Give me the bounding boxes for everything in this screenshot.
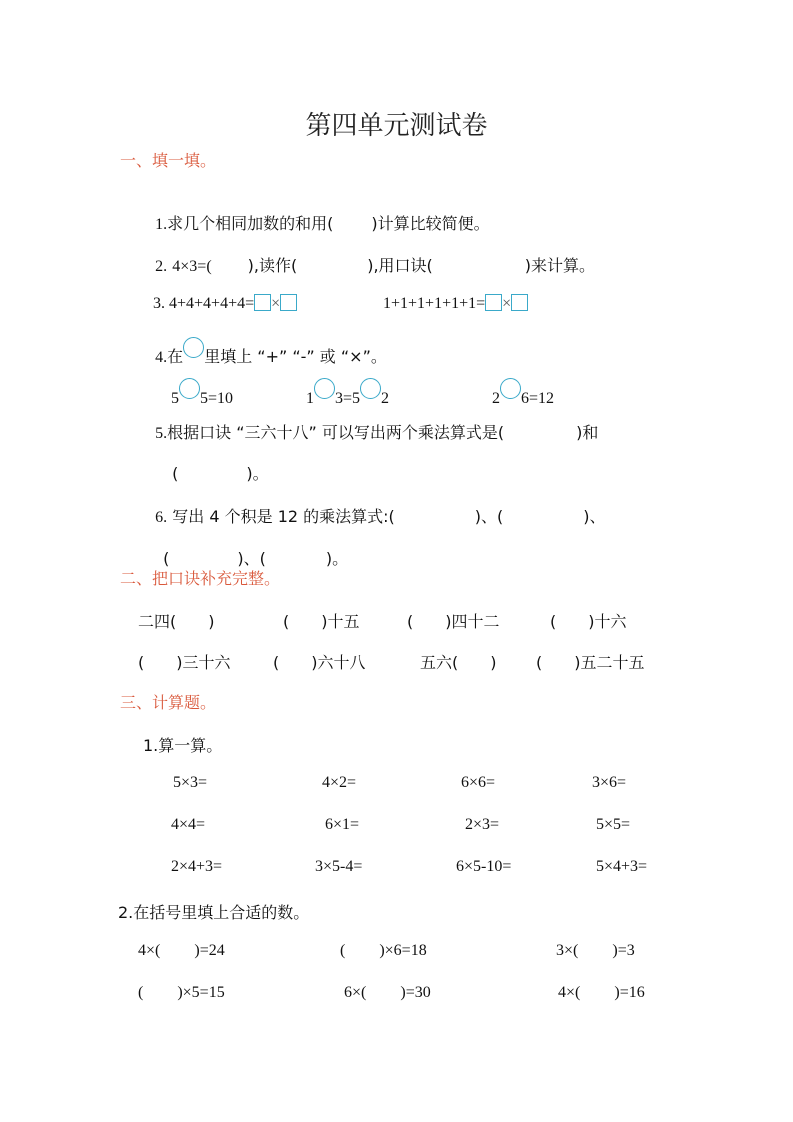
calc-item: 6×5-10= bbox=[456, 858, 512, 875]
operator-circle[interactable] bbox=[179, 378, 200, 399]
text: )四十二 bbox=[445, 612, 500, 631]
operator-circle[interactable] bbox=[360, 378, 381, 399]
text: ( bbox=[273, 653, 280, 672]
section-heading-1: 一、填一填。 bbox=[120, 151, 217, 170]
separator: )、 bbox=[583, 507, 606, 526]
calc-item: 4×4= bbox=[171, 816, 206, 833]
operand: 1 bbox=[306, 390, 314, 407]
calc-item: 5×5= bbox=[596, 816, 631, 833]
operand: 6=12 bbox=[521, 390, 555, 407]
expression: 1+1+1+1+1+1= bbox=[383, 295, 486, 312]
question-number: 2. bbox=[155, 258, 168, 275]
expression: 4+4+4+4+4= bbox=[169, 295, 255, 312]
text: 4×( bbox=[138, 942, 161, 959]
question-text: 里填上 “+” “-” 或 “×”。 bbox=[204, 347, 387, 366]
question-1 bbox=[145, 192, 490, 234]
koujue-item bbox=[420, 650, 497, 673]
calc-item: 3×5-4= bbox=[315, 858, 363, 875]
fill-item bbox=[138, 942, 225, 960]
text: )=16 bbox=[614, 984, 645, 1001]
question-number: 5. bbox=[155, 425, 168, 442]
calc-item: 5×3= bbox=[173, 774, 208, 791]
question-6 bbox=[145, 485, 606, 527]
fill-item bbox=[340, 942, 427, 960]
koujue-item bbox=[283, 609, 360, 632]
text: )三十六 bbox=[176, 653, 231, 672]
text: ( bbox=[283, 612, 290, 631]
answer-box[interactable] bbox=[254, 294, 271, 311]
question-text: 写出 4 个积是 12 的乘法算式:( bbox=[172, 507, 395, 526]
koujue-item bbox=[536, 650, 645, 673]
paren: )。 bbox=[325, 549, 349, 568]
operator-circle[interactable] bbox=[314, 378, 335, 399]
text: ) bbox=[208, 612, 215, 631]
text: ( bbox=[138, 984, 144, 1001]
text: )=24 bbox=[194, 942, 225, 959]
times-sign: × bbox=[271, 295, 281, 312]
text: )十五 bbox=[321, 612, 360, 631]
text: ( bbox=[138, 653, 145, 672]
calc-item: 2×3= bbox=[465, 816, 500, 833]
operand: 3=5 bbox=[335, 390, 361, 407]
question-text: ),用口诀( bbox=[367, 256, 433, 275]
calc-q1-label: 1.算一算。 bbox=[143, 736, 223, 755]
question-5-line2 bbox=[162, 442, 269, 484]
fill-item bbox=[344, 984, 431, 1002]
question-text: 求几个相同加数的和用( bbox=[167, 214, 334, 233]
operand: 5=10 bbox=[200, 390, 234, 407]
question-text: 4×3=( bbox=[172, 258, 212, 275]
text: 6×( bbox=[344, 984, 367, 1001]
koujue-item bbox=[138, 650, 231, 673]
separator: )、( bbox=[237, 549, 266, 568]
separator: )、( bbox=[474, 507, 504, 526]
text: 二四( bbox=[138, 612, 177, 631]
text: )五二十五 bbox=[574, 653, 645, 672]
section-heading-3: 三、计算题。 bbox=[120, 693, 217, 712]
calc-q2-label: 2.在括号里填上合适的数。 bbox=[118, 903, 310, 922]
koujue-item bbox=[550, 609, 627, 632]
question-text: )和 bbox=[576, 423, 599, 442]
question-number: 6. bbox=[155, 509, 168, 526]
answer-box[interactable] bbox=[280, 294, 297, 311]
question-3-right bbox=[375, 276, 528, 313]
answer-box[interactable] bbox=[511, 294, 528, 311]
text: )=3 bbox=[612, 942, 635, 959]
calc-item: 3×6= bbox=[592, 774, 627, 791]
fill-item bbox=[558, 984, 645, 1002]
section-heading-2: 二、把口诀补充完整。 bbox=[120, 569, 281, 588]
text: 五六( bbox=[420, 653, 459, 672]
question-number: 4. bbox=[155, 349, 168, 366]
koujue-item bbox=[273, 650, 366, 673]
page-title: 第四单元测试卷 bbox=[305, 111, 488, 141]
text: )×6=18 bbox=[379, 942, 427, 959]
answer-box[interactable] bbox=[485, 294, 502, 311]
text: ) bbox=[490, 653, 497, 672]
koujue-item bbox=[407, 609, 500, 632]
text: ( bbox=[536, 653, 543, 672]
text: )十六 bbox=[588, 612, 627, 631]
fill-item bbox=[556, 942, 635, 960]
question-3 bbox=[145, 276, 297, 313]
paren: )。 bbox=[246, 464, 269, 483]
question-text: 根据口诀 “三六十八” 可以写出两个乘法算式是( bbox=[167, 423, 505, 442]
times-sign: × bbox=[502, 295, 512, 312]
question-number: 1. bbox=[155, 216, 168, 233]
text: )×5=15 bbox=[177, 984, 225, 1001]
text: ( bbox=[340, 942, 346, 959]
calc-item: 4×2= bbox=[322, 774, 357, 791]
calc-item: 6×6= bbox=[461, 774, 496, 791]
text: 4×( bbox=[558, 984, 581, 1001]
calc-item: 6×1= bbox=[325, 816, 360, 833]
question-text: )来计算。 bbox=[524, 256, 596, 275]
question-6-line2 bbox=[153, 527, 348, 569]
fill-item bbox=[138, 984, 225, 1002]
calc-item: 2×4+3= bbox=[171, 858, 223, 875]
operand: 2 bbox=[492, 390, 500, 407]
operand: 5 bbox=[171, 390, 179, 407]
question-text: 在 bbox=[167, 347, 184, 366]
paren: ( bbox=[163, 549, 170, 568]
text: )=30 bbox=[400, 984, 431, 1001]
calc-item: 5×4+3= bbox=[596, 858, 648, 875]
circle-icon bbox=[183, 337, 204, 358]
operand: 2 bbox=[381, 390, 390, 407]
question-text: ),读作( bbox=[247, 256, 298, 275]
text: )六十八 bbox=[311, 653, 366, 672]
text: 3×( bbox=[556, 942, 579, 959]
paren: ( bbox=[172, 464, 179, 483]
question-5 bbox=[145, 401, 598, 443]
question-text-tail: )计算比较简便。 bbox=[371, 214, 490, 233]
koujue-item bbox=[138, 609, 215, 632]
question-2 bbox=[145, 234, 595, 276]
operator-circle[interactable] bbox=[500, 378, 521, 399]
question-number: 3. bbox=[153, 295, 165, 312]
text: ( bbox=[407, 612, 414, 631]
text: ( bbox=[550, 612, 557, 631]
